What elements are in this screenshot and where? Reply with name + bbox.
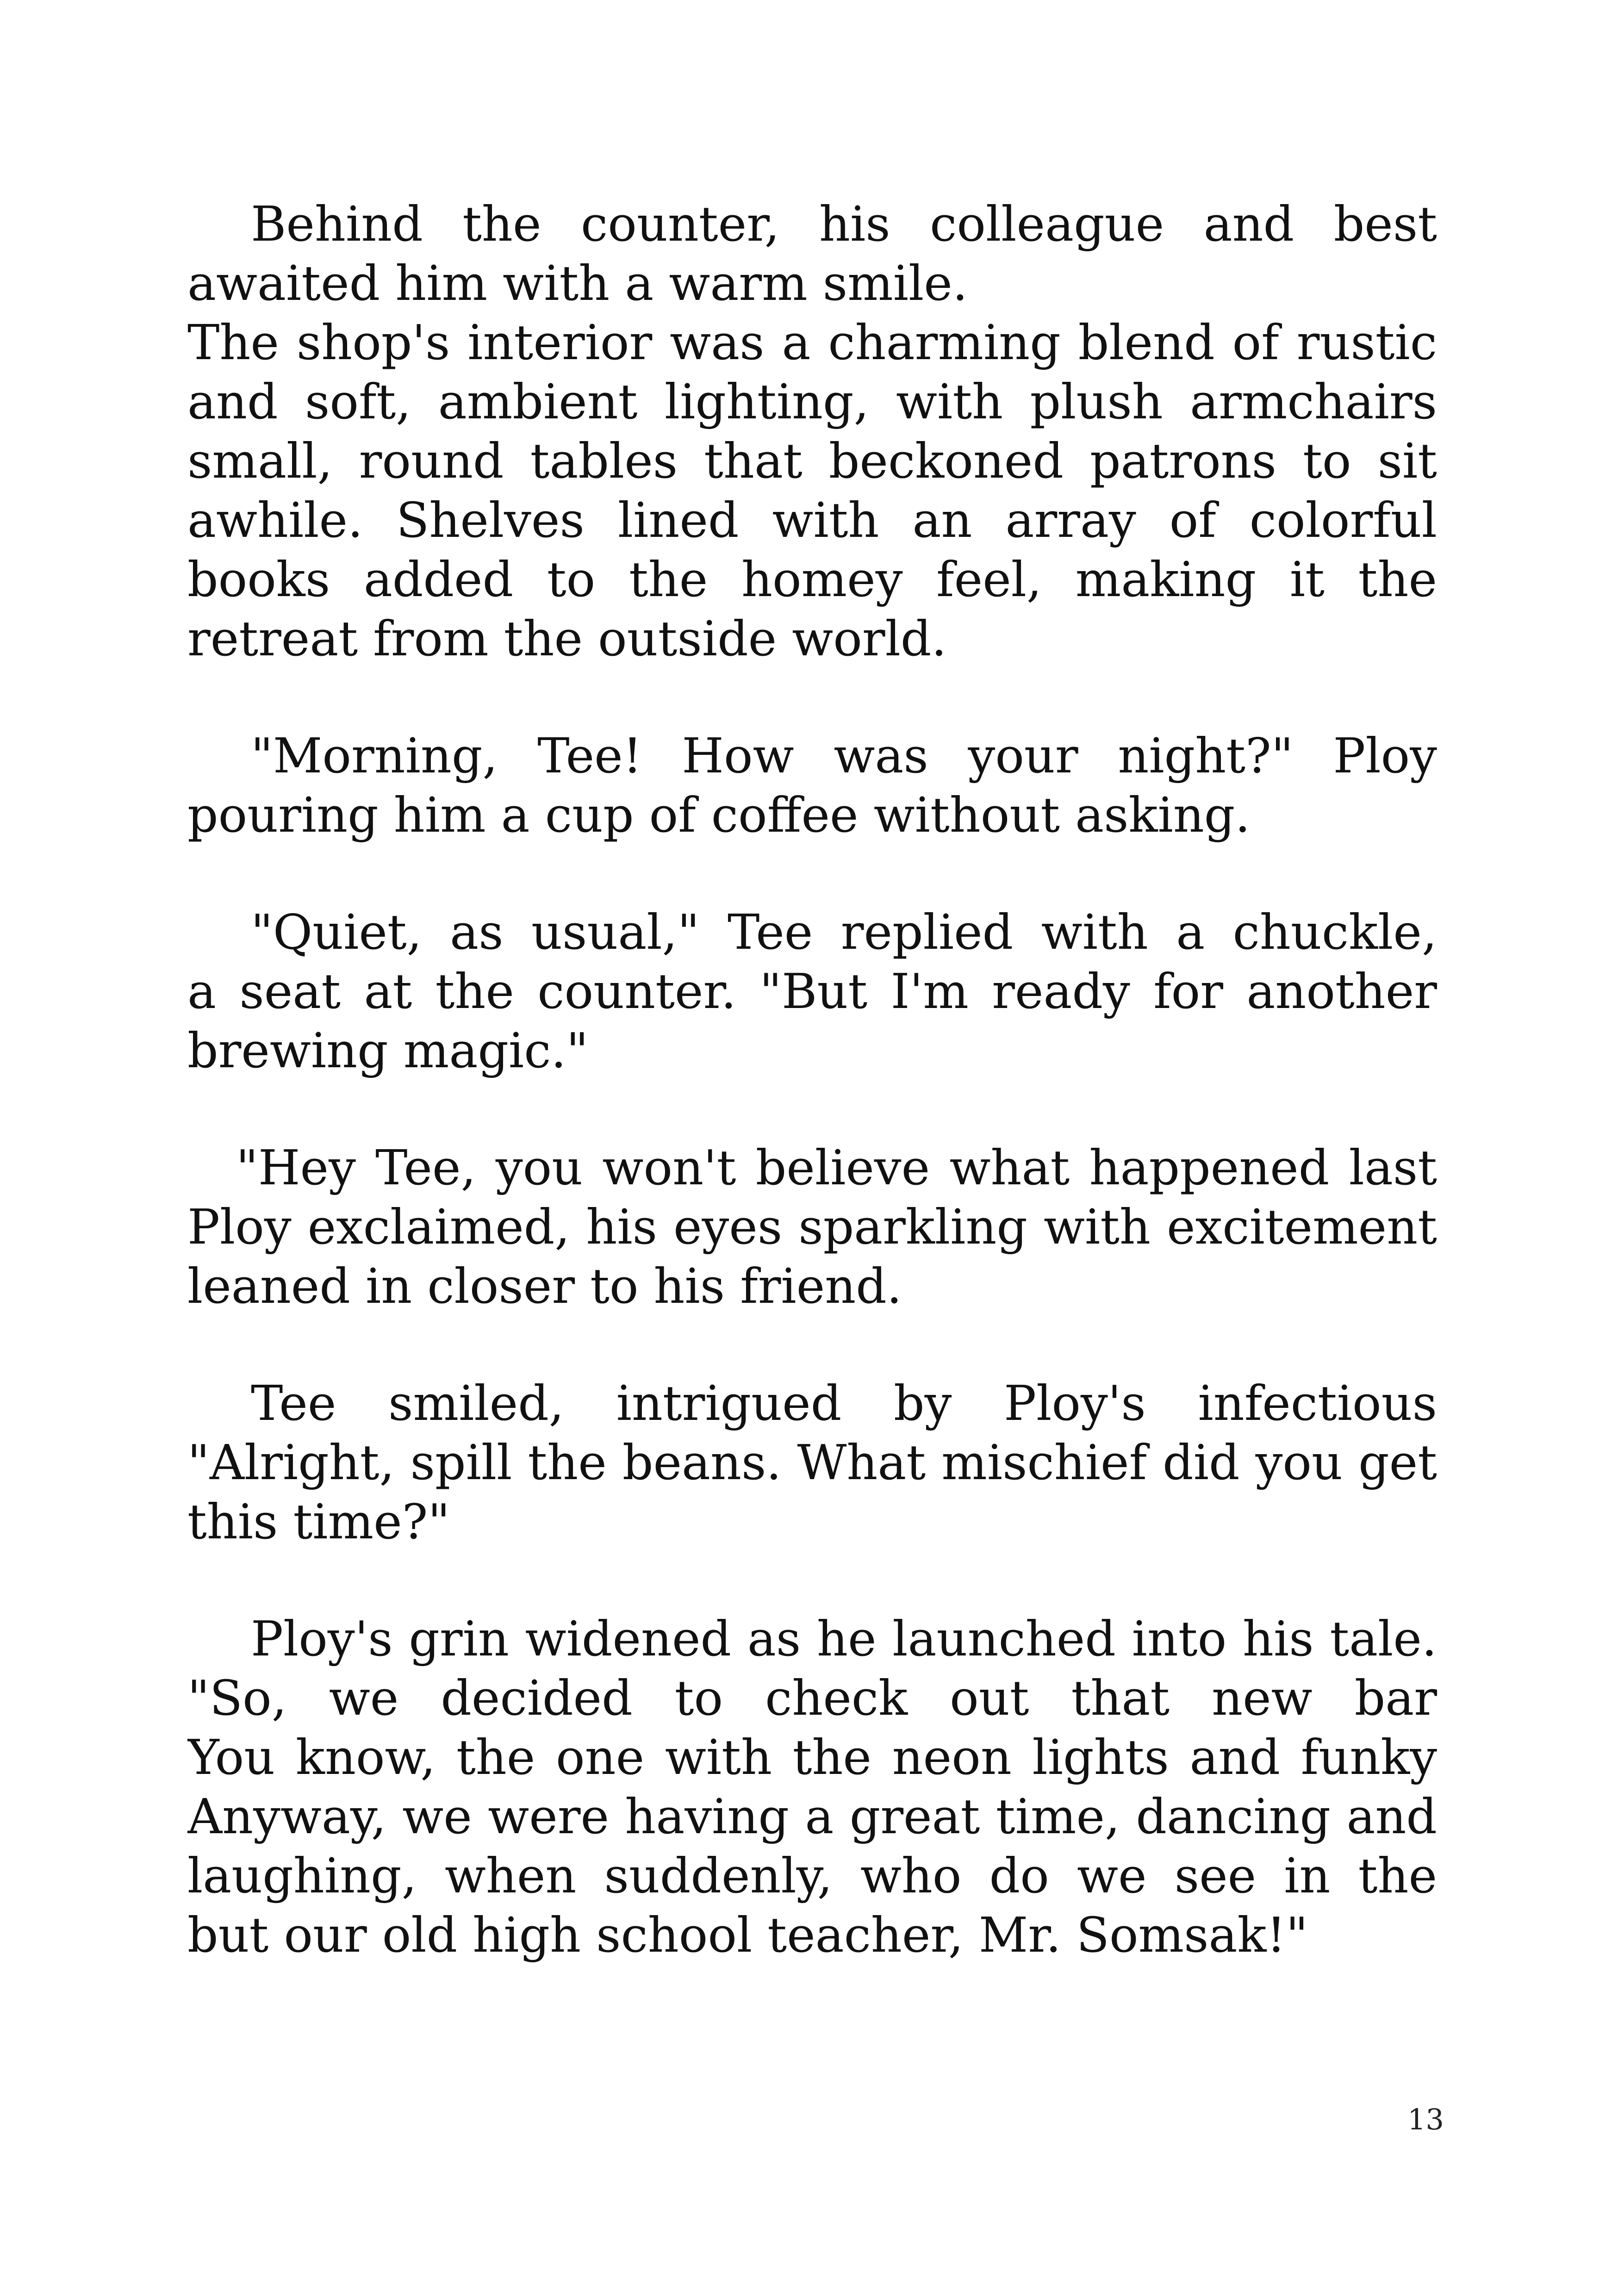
- paragraph-gap: [187, 1551, 1437, 1609]
- paragraph-gap: [187, 1316, 1437, 1374]
- paragraph: [187, 1609, 1437, 1965]
- paragraph-gap: [187, 1080, 1437, 1138]
- paragraph-gap: [187, 668, 1437, 726]
- paragraph-gap: [187, 845, 1437, 902]
- paragraph: [187, 902, 1437, 1080]
- text-line: "Hey Tee, you won't believe what happened last: [236, 1139, 1437, 1196]
- text-line: a seat at the counter. "But I'm ready for another: [187, 963, 1437, 1020]
- text-line: small, round tables that beckoned patrons to sit: [187, 433, 1437, 489]
- text-line: brewing magic.": [187, 1022, 589, 1079]
- text-line: and soft, ambient lighting, with plush armchairs: [187, 373, 1437, 430]
- text-line: Ploy exclaimed, his eyes sparkling with excitement: [187, 1199, 1437, 1255]
- text-line: but our old high school teacher, Mr. Somsak!": [187, 1907, 1308, 1963]
- text-line: laughing, when suddenly, who do we see in the: [187, 1848, 1437, 1904]
- page-number: 13: [1407, 2103, 1444, 2136]
- paragraph: [187, 726, 1437, 845]
- paragraph: [187, 194, 1437, 668]
- text-line: leaned in closer to his friend.: [187, 1258, 902, 1314]
- paragraph: [187, 1374, 1437, 1551]
- body-text: [187, 194, 1437, 1965]
- text-line: "Morning, Tee! How was your night?" Ploy: [251, 728, 1437, 784]
- text-line: this time?": [187, 1493, 450, 1550]
- text-line: Tee smiled, intrigued by Ploy's infectious: [251, 1375, 1437, 1431]
- text-line: The shop's interior was a charming blend of rustic: [187, 314, 1437, 371]
- text-line: awhile. Shelves lined with an array of colorful: [187, 492, 1437, 548]
- text-line: books added to the homey feel, making it the: [187, 551, 1437, 608]
- text-line: Ploy's grin widened as he launched into his tale.: [251, 1611, 1437, 1667]
- text-line: Anyway, we were having a great time, dancing and: [187, 1788, 1437, 1845]
- text-line: awaited him with a warm smile.: [187, 255, 968, 311]
- text-line: Behind the counter, his colleague and best: [251, 196, 1437, 252]
- text-line: "So, we decided to check out that new bar: [187, 1670, 1437, 1726]
- text-line: "Alright, spill the beans. What mischief did you get: [187, 1434, 1437, 1491]
- text-line: "Quiet, as usual," Tee replied with a chuckle,: [251, 904, 1437, 960]
- paragraph: [187, 1138, 1437, 1316]
- text-line: pouring him a cup of coffee without asking.: [187, 787, 1251, 843]
- text-line: You know, the one with the neon lights and funky: [187, 1729, 1437, 1786]
- text-line: retreat from the outside world.: [187, 610, 947, 667]
